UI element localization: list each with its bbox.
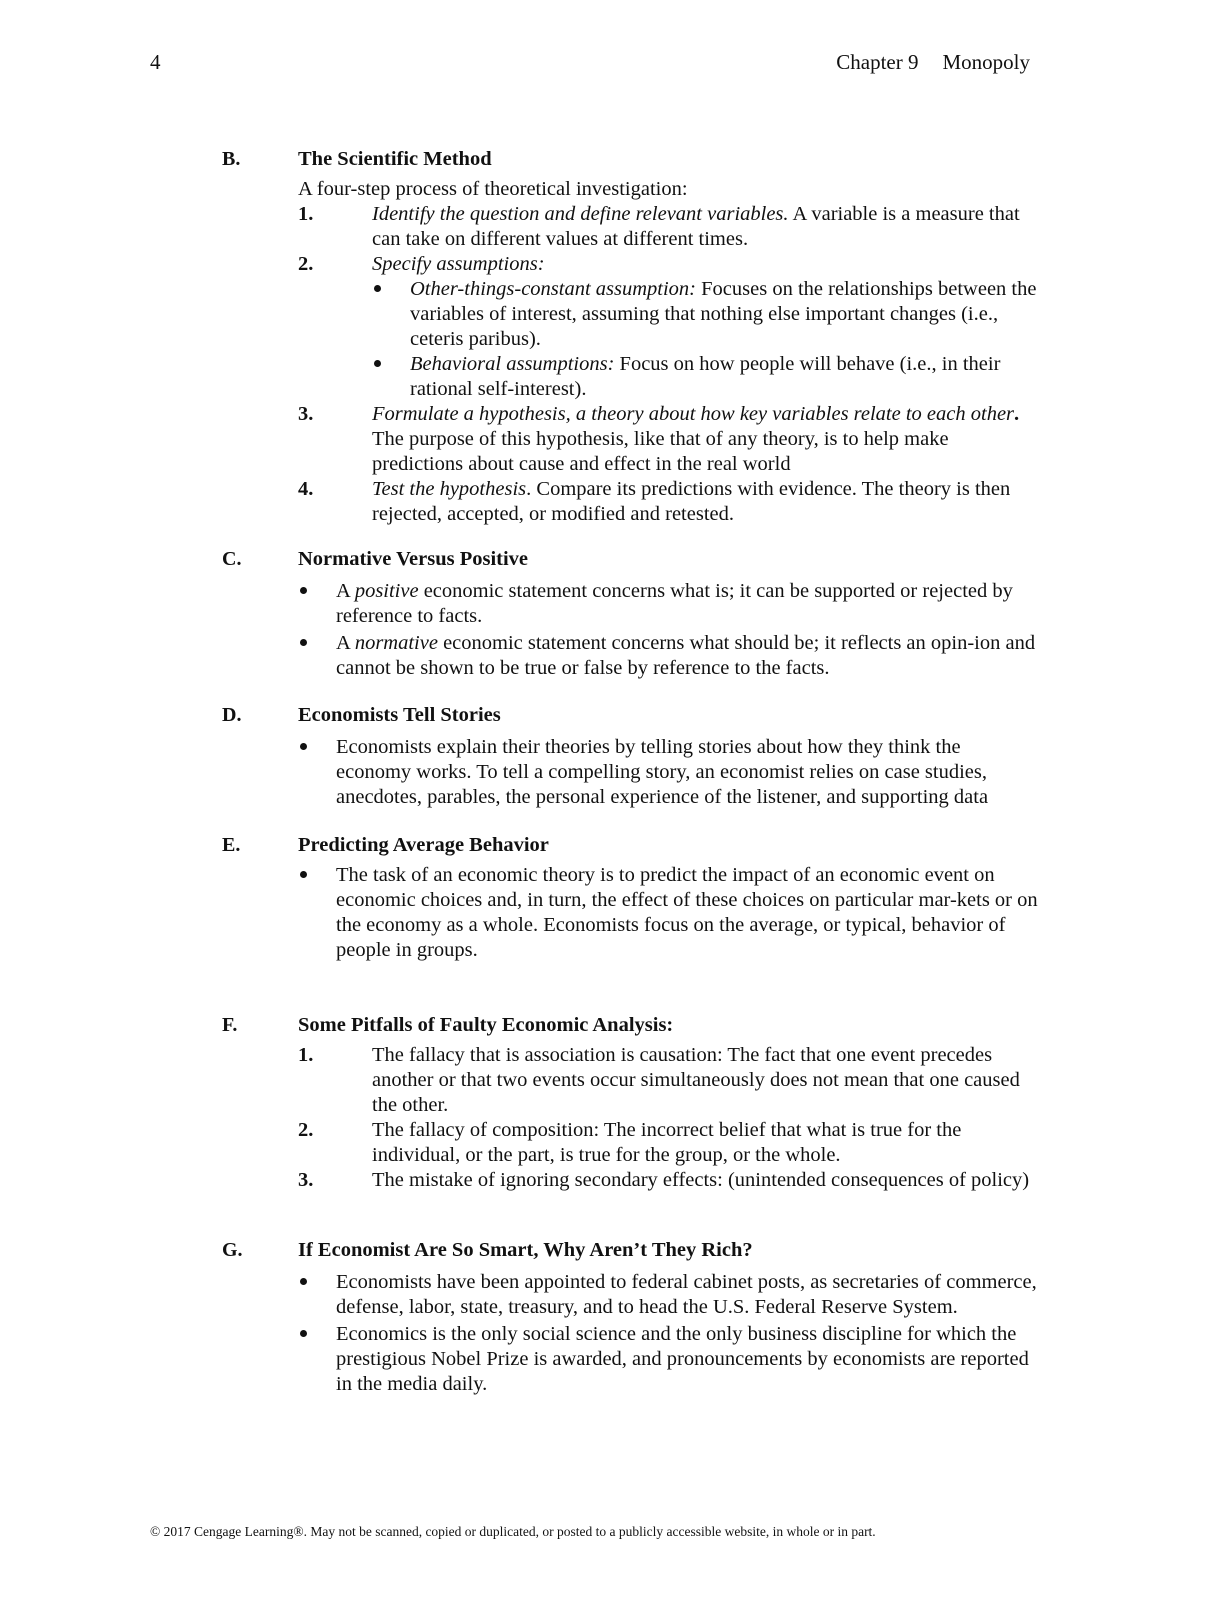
- section-title: Normative Versus Positive: [298, 548, 529, 570]
- section-letter: G.: [222, 1239, 243, 1261]
- item-text: The mistake of ignoring secondary effects: (unintended consequences of policy): [372, 1169, 1030, 1191]
- bullet-item: [298, 579, 1038, 629]
- sub-bullet-item: [298, 277, 1038, 352]
- item-number: 1.: [298, 203, 314, 225]
- numbered-item: [298, 477, 1038, 527]
- page-number: 4: [150, 50, 161, 74]
- numbered-item: [298, 1043, 1038, 1118]
- section-title: Some Pitfalls of Faulty Economic Analysis:: [298, 1014, 674, 1036]
- item-italic: Behavioral assumptions:: [410, 353, 615, 375]
- item-italic: normative: [354, 632, 438, 654]
- chapter-label: Chapter 9: [836, 50, 919, 74]
- bullet-item: [298, 1270, 1038, 1320]
- bullet-icon: [298, 1322, 336, 1347]
- section-title: The Scientific Method: [298, 148, 492, 170]
- item-text: Economists have been appointed to federal cabinet posts, as secretaries of commerce, defense, labor, state, treasury, and to head the U.S. Federal Reserve System.: [336, 1271, 1037, 1318]
- section-letter: B.: [222, 148, 241, 170]
- bullet-icon: [298, 579, 336, 604]
- numbered-item: [298, 202, 1038, 252]
- item-text: Focus on how people will behave (i.e., in their rational self-interest).: [410, 353, 1001, 400]
- bullet-icon: [298, 631, 336, 656]
- item-text: The purpose of this hypothesis, like that of any theory, is to help make predictions about cause and effect in the real world: [372, 428, 949, 475]
- item-italic: Other-things-constant assumption:: [410, 278, 697, 300]
- section-letter: E.: [222, 834, 241, 856]
- chapter-title: Monopoly: [942, 50, 1030, 74]
- sub-bullet-item: [298, 352, 1038, 402]
- bullet-icon: [372, 277, 381, 302]
- section-title: Predicting Average Behavior: [298, 834, 549, 856]
- numbered-item: [298, 402, 1038, 477]
- item-number: 2.: [298, 1119, 314, 1141]
- item-pre: A: [336, 580, 355, 602]
- bullet-icon: [298, 735, 336, 760]
- item-italic: positive: [354, 580, 419, 602]
- item-number: 3.: [298, 1169, 314, 1191]
- bullet-item: [298, 863, 1038, 963]
- item-number: 4.: [298, 478, 314, 500]
- item-text: . Compare its predictions with evidence. The theory is then rejected, accepted, or modified and retested.: [372, 478, 1011, 525]
- item-text: The fallacy that is association is causation: The fact that one event precedes another or that two events occur simultaneously does not mean that one caused the other.: [372, 1044, 1020, 1116]
- item-text: economic statement concerns what is; it can be supported or rejected by reference to facts.: [336, 580, 1013, 627]
- bullet-icon: [298, 1270, 336, 1295]
- section-title: Economists Tell Stories: [298, 704, 501, 726]
- bullet-item: [298, 735, 1038, 810]
- numbered-item: [298, 1118, 1038, 1168]
- item-text: Economists explain their theories by telling stories about how they think the economy works. To tell a compelling story, an economist relies on case studies, anecdotes, parables, the personal experience of the listener, and supporting data: [336, 736, 989, 808]
- bullet-item: [298, 631, 1038, 681]
- item-number: 2.: [298, 253, 314, 275]
- numbered-item: [298, 252, 1038, 277]
- item-number: 1.: [298, 1044, 314, 1066]
- item-italic: Test the hypothesis: [372, 478, 527, 500]
- item-number: 3.: [298, 403, 314, 425]
- item-italic: Formulate a hypothesis, a theory about how key variables relate to each other: [372, 403, 1015, 425]
- section-intro: A four-step process of theoretical investigation:: [298, 178, 688, 200]
- section-letter: F.: [222, 1014, 238, 1036]
- bullet-item: [298, 1322, 1038, 1397]
- item-pre: A: [336, 632, 355, 654]
- running-header: [836, 50, 1030, 75]
- section-letter: C.: [222, 548, 242, 570]
- bullet-icon: [298, 863, 336, 888]
- item-italic: Identify the question and define relevant variables.: [372, 203, 789, 225]
- item-text: Focuses on the relationships between the variables of interest, assuming that nothing else important changes (i.e., ceteris paribus).: [410, 278, 1037, 350]
- item-text: Economics is the only social science and the only business discipline for which the prestigious Nobel Prize is awarded, and pronouncements by economists are reported in the media daily.: [336, 1323, 1029, 1395]
- copyright-footer: © 2017 Cengage Learning®. May not be scanned, copied or duplicated, or posted to a publicly accessible website, in whole or in part.: [150, 1524, 876, 1539]
- item-text: The task of an economic theory is to predict the impact of an economic event on economic choices and, in turn, the effect of these choices on particular mar-kets or on the economy as a whole. Economists focus on the average, or typical, behavior of people in groups.: [336, 864, 1038, 961]
- item-bold: .: [1014, 403, 1020, 425]
- section-title: If Economist Are So Smart, Why Aren’t They Rich?: [298, 1239, 753, 1261]
- item-italic: Specify assumptions:: [372, 253, 545, 275]
- item-text: economic statement concerns what should be; it reflects an opin-ion and cannot be shown to be true or false by reference to the facts.: [336, 632, 1036, 679]
- numbered-item: [298, 1168, 1038, 1193]
- item-text: A variable is a measure that can take on different values at different times.: [372, 203, 1020, 250]
- bullet-icon: [372, 352, 381, 377]
- section-letter: D.: [222, 704, 242, 726]
- item-text: The fallacy of composition: The incorrect belief that what is true for the individual, or the part, is true for the group, or the whole.: [372, 1119, 962, 1166]
